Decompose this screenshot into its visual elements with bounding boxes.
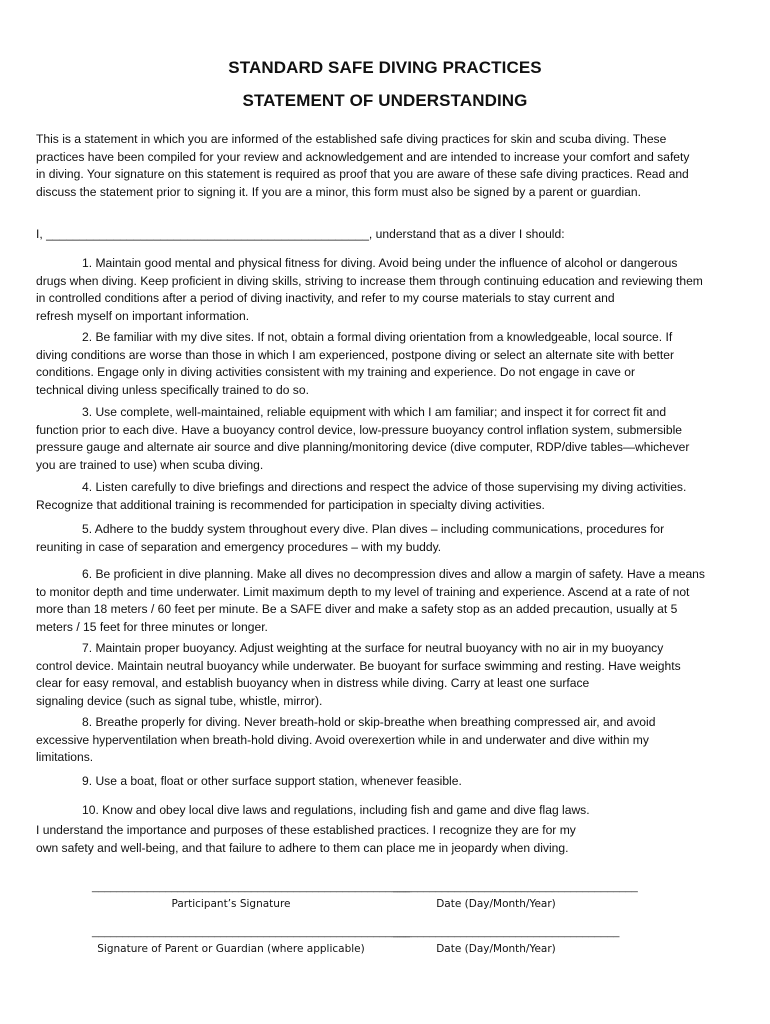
participant-date-label: Date (Day/Month/Year): [436, 898, 556, 910]
practice-item-8: 8. Breathe properly for diving. Never breath-hold or skip-breathe when breathing compressed air, and avoid excessive hyperventilation when breath-hold diving. Avoid overexertion while in and underwater and dive within my limitations.: [36, 715, 656, 765]
page-title: STANDARD SAFE DIVING PRACTICES: [228, 58, 542, 77]
page-subtitle: STATEMENT OF UNDERSTANDING: [242, 91, 528, 110]
participant-signature-line[interactable]: ____________________________________________________: [92, 881, 411, 893]
practice-item-7: 7. Maintain proper buoyancy. Adjust weighting at the surface for neutral buoyancy with no air in my buoyancy control device. Maintain neutral buoyancy while underwater. Be buoyant for surface swimming and resting. Have weights clear for easy removal, and establish buoyancy when in distress while diving. Carry at least one surface signaling device (such as signal tube, whistle, mirror).: [36, 641, 681, 708]
intro-paragraph: This is a statement in which you are informed of the established safe diving practices for skin and scuba diving. These practices have been compiled for your review and acknowledgement and are intended to increase your comfort and safety in diving. Your signature on this statement is required as proof that you are aware of these safe diving practices. Read and discuss the statement prior to signing it. If you are a minor, this form must also be signed by a parent or guardian.: [36, 132, 690, 199]
participant-signature-label: Participant’s Signature: [171, 898, 291, 910]
participant-date-line[interactable]: ________________________________________: [393, 881, 638, 893]
practice-item-9: 9. Use a boat, float or other surface support station, whenever feasible.: [82, 774, 462, 788]
practice-item-4: 4. Listen carefully to dive briefings and directions and respect the advice of those supervising my diving activities. Recognize that additional training is recommended for participation in specialty diving activities.: [36, 480, 687, 512]
practice-item-1: 1. Maintain good mental and physical fitness for diving. Avoid being under the influence of alcohol or dangerous drugs when diving. Keep proficient in diving skills, striving to increase them through continuing education and reviewing them in controlled conditions after a period of diving inactivity, and refer to my course materials to stay current and refresh myself on important information.: [36, 256, 703, 323]
closing-paragraph: I understand the importance and purposes of these established practices. I recognize they are for my own safety and well-being, and that failure to adhere to them can place me in jeopardy when diving.: [36, 823, 576, 855]
practice-item-10: 10. Know and obey local dive laws and regulations, including fish and game and dive flag laws.: [82, 803, 590, 817]
guardian-date-line[interactable]: _____________________________________: [393, 926, 620, 938]
guardian-signature-label: Signature of Parent or Guardian (where applicable): [97, 943, 365, 955]
practice-item-2: 2. Be familiar with my dive sites. If not, obtain a formal diving orientation from a knowledgeable, local source. If diving conditions are worse than those in which I am experienced, postpone diving or select an alternate site with better conditions. Engage only in diving activities consistent with my training and experience. Do not engage in cave or technical diving unless specifically trained to do so.: [36, 330, 674, 397]
guardian-signature-line[interactable]: ____________________________________________________: [92, 926, 411, 938]
diver-name-line: I, ________________________________________________, understand that as a diver I should:: [36, 227, 565, 241]
practice-item-6: 6. Be proficient in dive planning. Make all dives no decompression dives and allow a margin of safety. Have a means to monitor depth and time underwater. Limit maximum depth to my level of training and experience. Ascend at a rate of not more than 18 meters / 60 feet per minute. Be a SAFE diver and make a safety stop as an added precaution, usually at 5 meters / 15 feet for three minutes or longer.: [36, 567, 705, 634]
guardian-date-label: Date (Day/Month/Year): [436, 943, 556, 955]
practice-item-3: 3. Use complete, well-maintained, reliable equipment with which I am familiar; and inspect it for correct fit and function prior to each dive. Have a buoyancy control device, low-pressure buoyancy control inflation system, submersible pressure gauge and alternate air source and dive planning/monitoring device (dive computer, RDP/dive tables—whichever you are trained to use) when scuba diving.: [36, 405, 690, 472]
practice-item-5: 5. Adhere to the buddy system throughout every dive. Plan dives – including communications, procedures for reuniting in case of separation and emergency procedures – with my buddy.: [36, 522, 665, 554]
